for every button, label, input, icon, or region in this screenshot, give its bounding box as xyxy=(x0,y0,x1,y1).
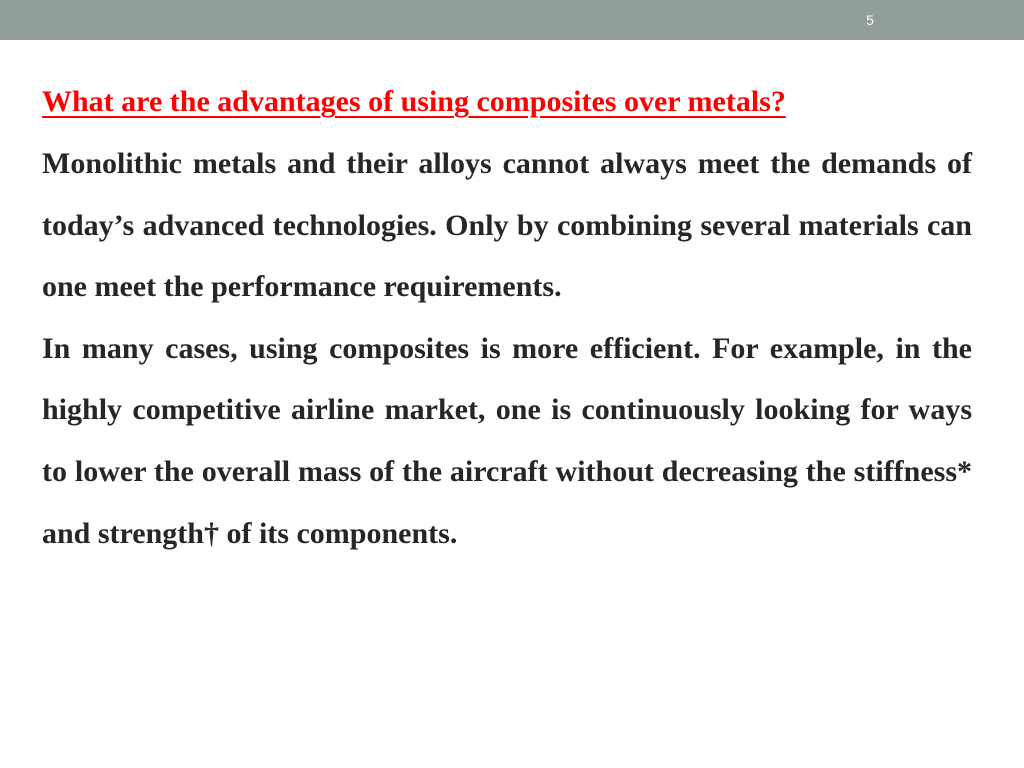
body-paragraph-1: Monolithic metals and their alloys cannot always meet the demands of today’s advanced technologies. Only by combining several materials can one meet the performance requirements. xyxy=(42,147,972,304)
slide-header-bar xyxy=(0,0,1024,40)
slide-content xyxy=(42,78,972,564)
slide-heading: What are the advantages of using composites over metals? xyxy=(42,85,786,118)
page-number: 5 xyxy=(866,12,874,28)
body-paragraph-2: In many cases, using composites is more efficient. For example, in the highly competitive airline market, one is continuously looking for ways to lower the overall mass of the aircraft without decreasing the stiffness* and strength† of its components. xyxy=(42,331,972,550)
